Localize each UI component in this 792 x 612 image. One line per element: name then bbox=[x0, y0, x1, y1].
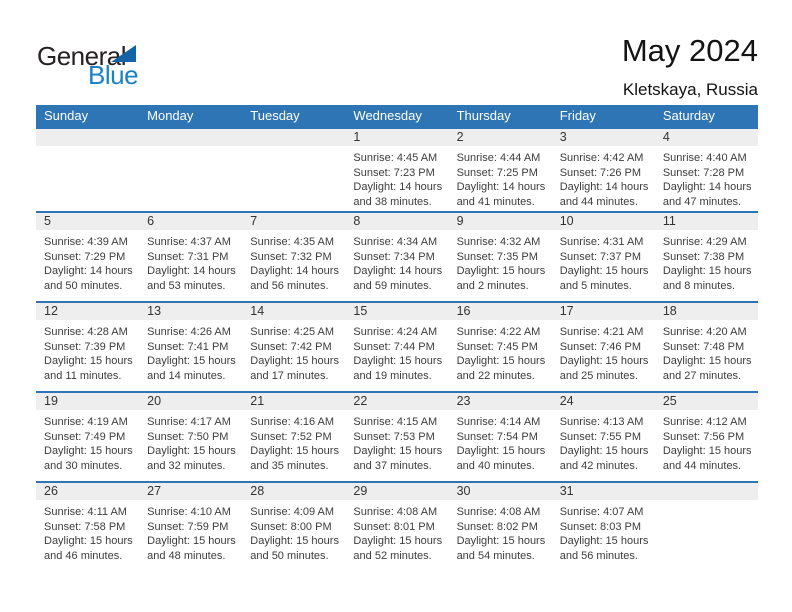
daylight-text-line1: Daylight: 15 hours bbox=[250, 535, 339, 548]
sunset-text: Sunset: 7:52 PM bbox=[250, 430, 332, 443]
sunset-text: Sunset: 7:53 PM bbox=[353, 430, 435, 443]
day-cell bbox=[36, 213, 139, 301]
daylight-text-line2: and 42 minutes. bbox=[559, 460, 638, 473]
sunrise-text: Sunrise: 4:40 AM bbox=[662, 152, 747, 164]
daylight-text-line1: Daylight: 15 hours bbox=[559, 355, 649, 368]
day-cell bbox=[552, 213, 655, 301]
day-info bbox=[36, 410, 139, 474]
day-info bbox=[242, 500, 345, 564]
day-info bbox=[139, 410, 242, 474]
daylight-text-line1: Daylight: 15 hours bbox=[44, 445, 133, 458]
day-cell bbox=[36, 129, 139, 211]
day-number: 24 bbox=[552, 393, 655, 410]
day-info bbox=[449, 230, 552, 294]
day-info bbox=[655, 410, 758, 474]
sunrise-text: Sunrise: 4:16 AM bbox=[250, 416, 335, 428]
day-number: 30 bbox=[449, 483, 552, 500]
day-cell bbox=[449, 213, 552, 301]
sunset-text: Sunset: 7:58 PM bbox=[44, 520, 126, 533]
day-number: 13 bbox=[139, 303, 242, 320]
sunset-text: Sunset: 7:26 PM bbox=[559, 166, 642, 179]
sunset-text: Sunset: 7:39 PM bbox=[44, 340, 126, 353]
daylight-text-line1: Daylight: 15 hours bbox=[456, 355, 546, 368]
day-info bbox=[655, 500, 758, 505]
day-number: 19 bbox=[36, 393, 139, 410]
daylight-text-line1: Daylight: 15 hours bbox=[662, 445, 752, 458]
day-number bbox=[655, 483, 758, 500]
daylight-text-line2: and 52 minutes. bbox=[353, 550, 432, 563]
day-info bbox=[242, 146, 345, 151]
daylight-text-line1: Daylight: 15 hours bbox=[44, 535, 133, 548]
sunset-text: Sunset: 7:44 PM bbox=[353, 340, 435, 353]
day-cell bbox=[139, 129, 242, 211]
daylight-text-line2: and 25 minutes. bbox=[559, 370, 638, 383]
sunset-text: Sunset: 7:31 PM bbox=[147, 250, 229, 263]
sunset-text: Sunset: 7:23 PM bbox=[353, 166, 435, 179]
day-cell bbox=[345, 303, 448, 391]
day-info bbox=[139, 230, 242, 294]
daylight-text-line1: Daylight: 15 hours bbox=[353, 535, 443, 548]
daylight-text-line1: Daylight: 15 hours bbox=[662, 265, 752, 278]
day-number: 26 bbox=[36, 483, 139, 500]
page-subtitle: Kletskaya, Russia bbox=[622, 80, 758, 99]
weekday-header-cell: Friday bbox=[559, 108, 596, 123]
day-number: 12 bbox=[36, 303, 139, 320]
day-info bbox=[345, 410, 448, 474]
daylight-text-line2: and 27 minutes. bbox=[662, 370, 742, 383]
sunrise-text: Sunrise: 4:32 AM bbox=[456, 236, 541, 248]
sunrise-text: Sunrise: 4:45 AM bbox=[353, 152, 438, 164]
day-cell bbox=[242, 303, 345, 391]
sunrise-text: Sunrise: 4:21 AM bbox=[559, 326, 644, 338]
day-info bbox=[552, 146, 655, 210]
daylight-text-line1: Daylight: 15 hours bbox=[559, 265, 649, 278]
sunset-text: Sunset: 8:00 PM bbox=[250, 520, 332, 533]
daylight-text-line2: and 11 minutes. bbox=[44, 370, 122, 383]
daylight-text-line1: Daylight: 15 hours bbox=[353, 445, 443, 458]
daylight-text-line1: Daylight: 14 hours bbox=[353, 181, 443, 194]
sunrise-text: Sunrise: 4:44 AM bbox=[456, 152, 541, 164]
sunrise-text: Sunrise: 4:17 AM bbox=[147, 416, 231, 428]
day-cell bbox=[449, 393, 552, 481]
daylight-text-line2: and 38 minutes. bbox=[353, 196, 432, 209]
daylight-text-line2: and 40 minutes. bbox=[456, 460, 535, 473]
daylight-text-line2: and 47 minutes. bbox=[662, 196, 742, 209]
sunset-text: Sunset: 8:03 PM bbox=[559, 520, 642, 533]
day-cell bbox=[242, 213, 345, 301]
sunrise-text: Sunrise: 4:15 AM bbox=[353, 416, 438, 428]
day-info bbox=[449, 500, 552, 564]
day-cell bbox=[242, 483, 345, 571]
daylight-text-line2: and 44 minutes. bbox=[662, 460, 742, 473]
sunset-text: Sunset: 7:32 PM bbox=[250, 250, 332, 263]
daylight-text-line1: Daylight: 15 hours bbox=[456, 265, 546, 278]
day-cell bbox=[36, 483, 139, 571]
day-cell bbox=[449, 483, 552, 571]
sunset-text: Sunset: 7:41 PM bbox=[147, 340, 229, 353]
sunset-text: Sunset: 7:37 PM bbox=[559, 250, 642, 263]
day-info bbox=[552, 410, 655, 474]
page-title: May 2024 bbox=[621, 33, 758, 68]
day-number: 25 bbox=[655, 393, 758, 410]
sunrise-text: Sunrise: 4:31 AM bbox=[559, 236, 644, 248]
day-info bbox=[36, 230, 139, 294]
daylight-text-line1: Daylight: 14 hours bbox=[662, 181, 752, 194]
day-cell bbox=[345, 129, 448, 211]
sunrise-text: Sunrise: 4:26 AM bbox=[147, 326, 231, 338]
daylight-text-line1: Daylight: 15 hours bbox=[559, 535, 649, 548]
sunset-text: Sunset: 7:56 PM bbox=[662, 430, 745, 443]
logo-general: General bbox=[37, 41, 126, 71]
daylight-text-line1: Daylight: 14 hours bbox=[250, 265, 339, 278]
daylight-text-line1: Daylight: 14 hours bbox=[44, 265, 133, 278]
sunset-text: Sunset: 7:42 PM bbox=[250, 340, 332, 353]
day-number: 5 bbox=[36, 213, 139, 230]
weekday-header-cell: Saturday bbox=[662, 108, 715, 123]
calendar-weeks bbox=[36, 127, 758, 571]
sunset-text: Sunset: 7:28 PM bbox=[662, 166, 745, 179]
daylight-text-line2: and 54 minutes. bbox=[456, 550, 535, 563]
daylight-text-line2: and 35 minutes. bbox=[250, 460, 329, 473]
day-cell bbox=[345, 393, 448, 481]
day-cell bbox=[36, 303, 139, 391]
day-number: 3 bbox=[552, 129, 655, 146]
sunrise-text: Sunrise: 4:37 AM bbox=[147, 236, 231, 248]
daylight-text-line2: and 46 minutes. bbox=[44, 550, 123, 563]
daylight-text-line2: and 53 minutes. bbox=[147, 280, 226, 293]
sunset-text: Sunset: 7:38 PM bbox=[662, 250, 745, 263]
daylight-text-line1: Daylight: 15 hours bbox=[44, 355, 133, 368]
daylight-text-line1: Daylight: 15 hours bbox=[250, 445, 339, 458]
day-number: 1 bbox=[345, 129, 448, 146]
daylight-text-line1: Daylight: 14 hours bbox=[456, 181, 546, 194]
weekday-header-cell: Wednesday bbox=[353, 108, 422, 123]
daylight-text-line2: and 50 minutes. bbox=[44, 280, 123, 293]
day-number: 14 bbox=[242, 303, 345, 320]
day-number: 27 bbox=[139, 483, 242, 500]
day-cell bbox=[552, 483, 655, 571]
sunset-text: Sunset: 7:54 PM bbox=[456, 430, 538, 443]
day-info bbox=[36, 320, 139, 384]
day-number: 17 bbox=[552, 303, 655, 320]
daylight-text-line1: Daylight: 15 hours bbox=[147, 445, 236, 458]
day-number: 8 bbox=[345, 213, 448, 230]
day-cell bbox=[655, 483, 758, 571]
sunrise-text: Sunrise: 4:34 AM bbox=[353, 236, 438, 248]
day-info bbox=[242, 410, 345, 474]
day-cell bbox=[655, 303, 758, 391]
sunrise-text: Sunrise: 4:20 AM bbox=[662, 326, 747, 338]
day-number: 2 bbox=[449, 129, 552, 146]
day-info bbox=[655, 320, 758, 384]
day-cell bbox=[655, 213, 758, 301]
sunset-text: Sunset: 7:35 PM bbox=[456, 250, 538, 263]
day-info bbox=[242, 230, 345, 294]
day-info bbox=[552, 320, 655, 384]
daylight-text-line2: and 48 minutes. bbox=[147, 550, 226, 563]
daylight-text-line2: and 19 minutes. bbox=[353, 370, 432, 383]
day-info bbox=[139, 320, 242, 384]
logo-blue: Blue bbox=[88, 60, 139, 90]
sunrise-text: Sunrise: 4:13 AM bbox=[559, 416, 644, 428]
sunrise-text: Sunrise: 4:22 AM bbox=[456, 326, 541, 338]
day-number: 23 bbox=[449, 393, 552, 410]
day-number: 31 bbox=[552, 483, 655, 500]
day-number: 22 bbox=[345, 393, 448, 410]
day-number: 28 bbox=[242, 483, 345, 500]
day-info bbox=[552, 230, 655, 294]
day-info bbox=[345, 500, 448, 564]
day-info bbox=[242, 320, 345, 384]
day-number: 20 bbox=[139, 393, 242, 410]
day-info bbox=[345, 146, 448, 210]
sunrise-text: Sunrise: 4:07 AM bbox=[559, 506, 644, 518]
day-cell bbox=[139, 213, 242, 301]
sunrise-text: Sunrise: 4:25 AM bbox=[250, 326, 335, 338]
day-number: 15 bbox=[345, 303, 448, 320]
day-cell bbox=[242, 129, 345, 211]
day-info bbox=[345, 320, 448, 384]
day-cell bbox=[655, 393, 758, 481]
day-cell bbox=[552, 303, 655, 391]
sunrise-text: Sunrise: 4:39 AM bbox=[44, 236, 128, 248]
day-cell bbox=[139, 303, 242, 391]
sunrise-text: Sunrise: 4:42 AM bbox=[559, 152, 644, 164]
daylight-text-line2: and 14 minutes. bbox=[147, 370, 226, 383]
sunrise-text: Sunrise: 4:10 AM bbox=[147, 506, 231, 518]
sunset-text: Sunset: 7:55 PM bbox=[559, 430, 642, 443]
daylight-text-line1: Daylight: 14 hours bbox=[353, 265, 443, 278]
daylight-text-line2: and 56 minutes. bbox=[559, 550, 638, 563]
sunset-text: Sunset: 7:48 PM bbox=[662, 340, 745, 353]
day-number: 29 bbox=[345, 483, 448, 500]
day-info bbox=[36, 500, 139, 564]
sunset-text: Sunset: 7:34 PM bbox=[353, 250, 435, 263]
sunrise-text: Sunrise: 4:35 AM bbox=[250, 236, 335, 248]
weekday-header-cell: Thursday bbox=[456, 108, 511, 123]
weekday-header-cell: Tuesday bbox=[250, 108, 300, 123]
day-cell bbox=[655, 129, 758, 211]
sunset-text: Sunset: 7:45 PM bbox=[456, 340, 538, 353]
daylight-text-line1: Daylight: 15 hours bbox=[662, 355, 752, 368]
sunrise-text: Sunrise: 4:11 AM bbox=[44, 506, 127, 518]
sunrise-text: Sunrise: 4:28 AM bbox=[44, 326, 128, 338]
sunrise-text: Sunrise: 4:14 AM bbox=[456, 416, 541, 428]
daylight-text-line2: and 50 minutes. bbox=[250, 550, 329, 563]
day-info bbox=[449, 320, 552, 384]
day-number: 10 bbox=[552, 213, 655, 230]
sunset-text: Sunset: 7:49 PM bbox=[44, 430, 126, 443]
sunrise-text: Sunrise: 4:19 AM bbox=[44, 416, 128, 428]
daylight-text-line1: Daylight: 15 hours bbox=[147, 355, 236, 368]
title-block bbox=[622, 33, 758, 100]
day-number: 11 bbox=[655, 213, 758, 230]
day-info bbox=[139, 500, 242, 564]
calendar-table bbox=[36, 105, 758, 571]
weekday-header-row bbox=[36, 105, 758, 127]
daylight-text-line1: Daylight: 15 hours bbox=[250, 355, 339, 368]
daylight-text-line2: and 44 minutes. bbox=[559, 196, 638, 209]
day-info bbox=[449, 146, 552, 210]
day-cell bbox=[36, 393, 139, 481]
sunset-text: Sunset: 8:01 PM bbox=[353, 520, 435, 533]
sunrise-text: Sunrise: 4:24 AM bbox=[353, 326, 438, 338]
day-cell bbox=[552, 393, 655, 481]
daylight-text-line2: and 37 minutes. bbox=[353, 460, 432, 473]
day-number: 18 bbox=[655, 303, 758, 320]
day-cell bbox=[552, 129, 655, 211]
day-info bbox=[449, 410, 552, 474]
daylight-text-line2: and 5 minutes. bbox=[559, 280, 632, 293]
sunset-text: Sunset: 8:02 PM bbox=[456, 520, 538, 533]
daylight-text-line1: Daylight: 15 hours bbox=[353, 355, 443, 368]
daylight-text-line2: and 59 minutes. bbox=[353, 280, 432, 293]
daylight-text-line2: and 41 minutes. bbox=[456, 196, 535, 209]
daylight-text-line1: Daylight: 14 hours bbox=[559, 181, 649, 194]
sunrise-text: Sunrise: 4:29 AM bbox=[662, 236, 747, 248]
weekday-header-cell: Monday bbox=[147, 108, 194, 123]
calendar-week-row bbox=[36, 301, 758, 391]
daylight-text-line2: and 56 minutes. bbox=[250, 280, 329, 293]
daylight-text-line2: and 22 minutes. bbox=[456, 370, 535, 383]
daylight-text-line1: Daylight: 15 hours bbox=[456, 535, 546, 548]
sunrise-text: Sunrise: 4:08 AM bbox=[456, 506, 541, 518]
daylight-text-line2: and 2 minutes. bbox=[456, 280, 529, 293]
day-cell bbox=[242, 393, 345, 481]
day-number: 21 bbox=[242, 393, 345, 410]
daylight-text-line1: Daylight: 15 hours bbox=[456, 445, 546, 458]
daylight-text-line2: and 30 minutes. bbox=[44, 460, 123, 473]
sunset-text: Sunset: 7:25 PM bbox=[456, 166, 538, 179]
day-cell bbox=[345, 483, 448, 571]
day-number: 9 bbox=[449, 213, 552, 230]
sunset-text: Sunset: 7:29 PM bbox=[44, 250, 126, 263]
calendar-week-row bbox=[36, 127, 758, 211]
daylight-text-line1: Daylight: 15 hours bbox=[147, 535, 236, 548]
calendar-week-row bbox=[36, 391, 758, 481]
day-info bbox=[552, 500, 655, 564]
daylight-text-line1: Daylight: 15 hours bbox=[559, 445, 649, 458]
weekday-header-cell: Sunday bbox=[44, 108, 89, 123]
day-info bbox=[655, 146, 758, 210]
sunrise-text: Sunrise: 4:12 AM bbox=[662, 416, 747, 428]
day-cell bbox=[345, 213, 448, 301]
calendar-week-row bbox=[36, 211, 758, 301]
sunrise-text: Sunrise: 4:08 AM bbox=[353, 506, 438, 518]
calendar-week-row bbox=[36, 481, 758, 571]
day-info bbox=[36, 146, 139, 151]
day-cell bbox=[449, 129, 552, 211]
day-number bbox=[139, 129, 242, 146]
day-number bbox=[242, 129, 345, 146]
daylight-text-line2: and 8 minutes. bbox=[662, 280, 735, 293]
day-cell bbox=[449, 303, 552, 391]
day-cell bbox=[139, 393, 242, 481]
day-number: 6 bbox=[139, 213, 242, 230]
day-number: 16 bbox=[449, 303, 552, 320]
sunrise-text: Sunrise: 4:09 AM bbox=[250, 506, 335, 518]
day-number: 4 bbox=[655, 129, 758, 146]
day-info bbox=[345, 230, 448, 294]
daylight-text-line2: and 17 minutes. bbox=[250, 370, 329, 383]
day-number: 7 bbox=[242, 213, 345, 230]
sunset-text: Sunset: 7:46 PM bbox=[559, 340, 642, 353]
day-info bbox=[139, 146, 242, 151]
day-info bbox=[655, 230, 758, 294]
daylight-text-line2: and 32 minutes. bbox=[147, 460, 226, 473]
daylight-text-line1: Daylight: 14 hours bbox=[147, 265, 236, 278]
sunset-text: Sunset: 7:50 PM bbox=[147, 430, 229, 443]
day-cell bbox=[139, 483, 242, 571]
sunset-text: Sunset: 7:59 PM bbox=[147, 520, 229, 533]
day-number bbox=[36, 129, 139, 146]
